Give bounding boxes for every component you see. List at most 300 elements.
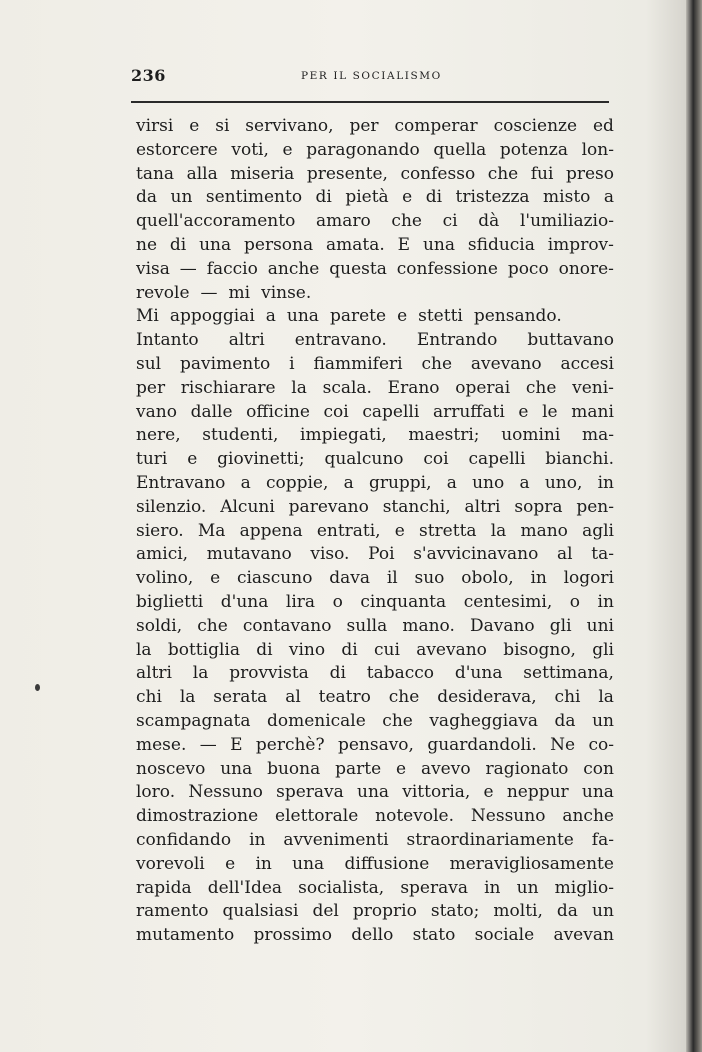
word: perchè?: [255, 734, 325, 755]
word: Ma: [197, 520, 226, 541]
text-line: [136, 710, 614, 734]
word: Erano: [387, 377, 440, 398]
word: rapida: [136, 877, 192, 898]
word: entravano.: [294, 330, 387, 351]
header-rule: [131, 101, 609, 103]
word: arruffati: [432, 401, 505, 422]
word: sperava: [276, 782, 344, 803]
word: vinse.: [261, 282, 312, 303]
word: misto: [543, 187, 591, 208]
word: dello: [351, 925, 394, 946]
text-line: [136, 472, 614, 496]
word: a: [343, 472, 354, 493]
word: con: [583, 758, 614, 779]
word: da: [554, 710, 576, 731]
word: siero.: [136, 520, 184, 541]
word: parevano: [288, 496, 369, 517]
word: dà: [478, 211, 500, 232]
word: altri: [228, 330, 265, 351]
word: sopra: [514, 496, 563, 517]
word: pietà: [345, 187, 389, 208]
text-line: [136, 377, 614, 401]
word: ciascuno: [236, 568, 313, 589]
word: coi: [423, 449, 449, 470]
word: obolo,: [461, 568, 514, 589]
word: mutamento: [136, 925, 235, 946]
word: impiegati,: [300, 425, 387, 446]
word: ne: [136, 234, 158, 255]
word: stato;: [430, 901, 480, 922]
word: silenzio.: [136, 496, 207, 517]
word: al: [285, 687, 301, 708]
word: suo: [414, 568, 445, 589]
word: stanchi,: [382, 496, 451, 517]
word: quell'accoramento: [136, 211, 296, 232]
word: qualcuno: [324, 449, 404, 470]
word: o: [332, 591, 343, 612]
word: la: [179, 687, 196, 708]
word: chi: [136, 687, 162, 708]
word: altri: [464, 496, 501, 517]
word: tristezza: [455, 187, 530, 208]
word: e: [518, 401, 529, 422]
word: coppie,: [265, 472, 329, 493]
word: qualsiasi: [222, 901, 299, 922]
word: stretta: [419, 520, 477, 541]
word: straordinariamente: [406, 829, 574, 850]
word: miseria: [230, 163, 295, 184]
word: mutavano: [206, 544, 292, 565]
word: coscienze: [493, 116, 578, 136]
word: mano: [520, 520, 568, 541]
word: una: [422, 234, 455, 255]
word: avevano: [470, 353, 542, 374]
word: dalle: [190, 401, 233, 422]
word: parete: [329, 306, 387, 327]
word: neppur: [506, 782, 569, 803]
word: la: [490, 520, 507, 541]
word: domenicale: [266, 710, 366, 731]
word: del: [312, 901, 339, 922]
text-line: [136, 496, 614, 520]
word: stato: [412, 925, 456, 946]
word: teatro: [318, 687, 371, 708]
word: a: [519, 472, 530, 493]
word: —: [200, 282, 218, 303]
word: di: [329, 663, 346, 684]
word: in: [597, 591, 614, 612]
text-line: [136, 234, 614, 258]
word: in: [597, 472, 614, 493]
word: —: [199, 734, 217, 755]
word: e: [483, 782, 494, 803]
text-line: [136, 543, 614, 567]
word: desiderava,: [437, 687, 537, 708]
text-line: [136, 401, 614, 425]
word: appena: [239, 520, 303, 541]
word: loro.: [136, 782, 176, 803]
word: improv-: [547, 234, 614, 255]
word: chi: [554, 687, 581, 708]
word: una: [220, 758, 253, 779]
word: sulla: [346, 615, 388, 636]
word: dava: [329, 568, 371, 589]
word: vino: [288, 639, 326, 660]
word: Intanto: [136, 330, 199, 351]
word: quella: [433, 139, 487, 160]
word: agli: [582, 520, 614, 541]
text-line: [136, 900, 614, 924]
word: buona: [267, 758, 321, 779]
word: provvista: [229, 663, 309, 684]
word: giovinetti;: [217, 449, 305, 470]
word: la: [598, 687, 614, 708]
word: serata: [213, 687, 268, 708]
word: mano.: [402, 615, 455, 636]
word: ta-: [591, 544, 614, 565]
word: Nessuno: [470, 806, 546, 827]
word: turi: [136, 449, 168, 470]
word: di: [341, 639, 358, 660]
word: uni: [586, 615, 614, 636]
word: lira: [285, 591, 316, 612]
word: guardandoli.: [427, 734, 537, 755]
word: questa: [329, 258, 387, 279]
word: la: [136, 639, 152, 660]
word: uno: [472, 472, 505, 493]
text-line: [136, 424, 614, 448]
word: di: [315, 187, 332, 208]
word: noscevo: [136, 758, 206, 779]
word: pensavo,: [337, 734, 414, 755]
word: da: [556, 901, 578, 922]
word: Nessuno: [188, 782, 263, 803]
word: bisogno,: [503, 639, 576, 660]
word: maestri;: [408, 425, 480, 446]
word: servivano,: [245, 116, 334, 136]
word: e: [187, 449, 198, 470]
word: scampagnata: [136, 710, 251, 731]
word: contavano: [242, 615, 332, 636]
word: e: [397, 306, 408, 327]
word: sentimento: [205, 187, 303, 208]
word: altri: [136, 663, 172, 684]
word: gli: [592, 639, 614, 660]
text-line: [136, 139, 614, 163]
text-line: [136, 210, 614, 234]
word: l'umiliazio-: [519, 211, 614, 232]
word: stetti: [418, 306, 463, 327]
word: confessione: [396, 258, 498, 279]
word: avevan: [553, 925, 614, 946]
body-text: [136, 115, 614, 948]
word: a: [240, 472, 251, 493]
word: ci: [442, 211, 458, 232]
word: —: [179, 258, 197, 279]
word: studenti,: [202, 425, 279, 446]
word: e: [394, 520, 405, 541]
word: Davano: [469, 615, 535, 636]
word: appoggiai: [169, 306, 255, 327]
word: Ne: [550, 734, 576, 755]
text-line: [136, 186, 614, 210]
word: viso.: [310, 544, 350, 565]
text-line: [136, 258, 614, 282]
word: un: [516, 877, 539, 898]
word: lon-: [581, 139, 614, 160]
word: avvenimenti: [283, 829, 389, 850]
word: volino,: [136, 568, 194, 589]
word: faccio: [206, 258, 258, 279]
word: Entravano: [136, 472, 226, 493]
word: officine: [246, 401, 310, 422]
word: alla: [186, 163, 218, 184]
margin-mark: [35, 684, 40, 691]
word: veni-: [572, 377, 614, 398]
word: si: [215, 116, 230, 136]
word: in: [255, 853, 272, 874]
word: settimana,: [523, 663, 614, 684]
word: dell'Idea: [207, 877, 283, 898]
word: per: [349, 116, 379, 136]
word: co-: [588, 734, 614, 755]
text-line: [136, 829, 614, 853]
word: tabacco: [366, 663, 435, 684]
running-head: PER IL SOCIALISMO: [301, 70, 442, 82]
word: accesi: [560, 353, 614, 374]
word: entrati,: [316, 520, 381, 541]
word: bianchi.: [545, 449, 614, 470]
text-line: [136, 520, 614, 544]
word: visa: [136, 258, 170, 279]
word: virsi: [136, 116, 174, 136]
word: uomini: [501, 425, 561, 446]
word: bottiglia: [167, 639, 240, 660]
word: socialista,: [298, 877, 385, 898]
word: che: [382, 710, 413, 731]
text-line: [136, 305, 614, 329]
word: e: [225, 853, 236, 874]
word: buttavano: [527, 330, 614, 351]
word: ed: [592, 116, 614, 136]
word: vittoria,: [402, 782, 471, 803]
word: sfiducia: [467, 234, 535, 255]
word: al: [557, 544, 573, 565]
word: un: [592, 901, 614, 922]
text-line: [136, 329, 614, 353]
word: presente,: [306, 163, 388, 184]
word: centesimi,: [463, 591, 553, 612]
word: d'una: [454, 663, 503, 684]
word: onore-: [558, 258, 614, 279]
text-line: [136, 115, 614, 139]
word: estorcere: [136, 139, 218, 160]
word: parte: [335, 758, 382, 779]
word: potenza: [499, 139, 568, 160]
word: di: [169, 234, 187, 255]
word: tana: [136, 163, 175, 184]
word: gli: [549, 615, 572, 636]
text-line: [136, 591, 614, 615]
word: una: [581, 782, 614, 803]
word: a: [265, 306, 276, 327]
word: la: [192, 663, 209, 684]
word: amata.: [326, 234, 385, 255]
text-line: [136, 758, 614, 782]
word: soldi,: [136, 615, 183, 636]
word: proprio: [352, 901, 417, 922]
text-line: [136, 662, 614, 686]
word: amici,: [136, 544, 189, 565]
text-line: [136, 448, 614, 472]
word: in: [530, 568, 547, 589]
word: sperava: [400, 877, 468, 898]
word: il: [386, 568, 398, 589]
word: mese.: [136, 734, 187, 755]
word: operai: [455, 377, 511, 398]
word: molti,: [493, 901, 543, 922]
text-line: [136, 282, 614, 306]
word: fui: [530, 163, 554, 184]
word: da: [136, 187, 158, 208]
word: comperar: [394, 116, 478, 136]
word: Poi: [368, 544, 395, 565]
word: amaro: [315, 211, 371, 232]
word: cui: [373, 639, 400, 660]
word: E: [397, 234, 411, 255]
word: i: [289, 353, 295, 374]
word: coi: [323, 401, 349, 422]
word: le: [542, 401, 558, 422]
word: per: [136, 377, 166, 398]
word: logori: [563, 568, 614, 589]
word: confesso: [400, 163, 476, 184]
book-spine-shadow: [686, 0, 702, 1052]
text-line: [136, 734, 614, 758]
word: biglietti: [136, 591, 204, 612]
word: anche: [562, 806, 614, 827]
text-line: [136, 853, 614, 877]
word: paragonando: [306, 139, 420, 160]
word: meravigliosamente: [449, 853, 614, 874]
word: avevano: [416, 639, 487, 660]
word: ramento: [136, 901, 209, 922]
word: a: [603, 187, 614, 208]
word: pen-: [576, 496, 614, 517]
word: e: [282, 139, 293, 160]
word: gruppi,: [368, 472, 432, 493]
word: la: [291, 377, 307, 398]
word: scala.: [322, 377, 372, 398]
word: o: [569, 591, 581, 612]
word: elettorale: [275, 806, 359, 827]
text-line: [136, 877, 614, 901]
word: vagheggiava: [429, 710, 539, 731]
word: poco: [507, 258, 549, 279]
word: avevo: [420, 758, 471, 779]
word: Mi: [136, 306, 159, 327]
text-line: [136, 353, 614, 377]
word: s'avvicinavano: [413, 544, 539, 565]
word: pensando.: [473, 306, 562, 327]
word: Entrando: [416, 330, 498, 351]
word: sociale: [474, 925, 535, 946]
text-line: [136, 686, 614, 710]
word: e: [396, 758, 407, 779]
word: notevole.: [375, 806, 454, 827]
word: che: [487, 163, 519, 184]
page-header: [131, 66, 609, 90]
word: cinquanta: [360, 591, 447, 612]
word: uno,: [544, 472, 583, 493]
word: che: [421, 353, 452, 374]
word: fa-: [591, 829, 614, 850]
text-line: [136, 567, 614, 591]
text-line: [136, 163, 614, 187]
word: voti,: [231, 139, 269, 160]
word: mi: [228, 282, 251, 303]
word: revole: [136, 282, 190, 303]
word: una: [292, 853, 325, 874]
page-number: 236: [131, 66, 166, 85]
word: fiammiferi: [313, 353, 403, 374]
word: E: [230, 734, 243, 755]
word: che: [197, 615, 228, 636]
word: in: [249, 829, 266, 850]
word: di: [425, 187, 443, 208]
word: confidando: [136, 829, 232, 850]
word: pavimento: [180, 353, 271, 374]
word: vorevoli: [136, 853, 205, 874]
word: d'una: [220, 591, 269, 612]
word: e: [402, 187, 413, 208]
word: nere,: [136, 425, 181, 446]
word: Alcuni: [220, 496, 275, 517]
text-line: [136, 924, 614, 948]
word: rischiarare: [180, 377, 276, 398]
text-line: [136, 781, 614, 805]
word: una: [199, 234, 232, 255]
word: miglio-: [554, 877, 614, 898]
word: diffusione: [344, 853, 430, 874]
word: un: [592, 710, 614, 731]
word: sul: [136, 353, 162, 374]
word: dimostrazione: [136, 806, 259, 827]
word: ma-: [582, 425, 614, 446]
word: e: [210, 568, 221, 589]
word: in: [484, 877, 501, 898]
word: capelli: [468, 449, 526, 470]
text-line: [136, 615, 614, 639]
word: ragionato: [485, 758, 569, 779]
word: che: [391, 211, 422, 232]
word: vano: [136, 401, 177, 422]
word: che: [525, 377, 557, 398]
word: un: [170, 187, 193, 208]
word: capelli: [362, 401, 420, 422]
word: preso: [565, 163, 614, 184]
word: e: [189, 116, 200, 136]
word: di: [256, 639, 273, 660]
word: mani: [571, 401, 614, 422]
word: persona: [244, 234, 314, 255]
text-line: [136, 805, 614, 829]
word: a: [446, 472, 457, 493]
text-line: [136, 639, 614, 663]
word: una: [357, 782, 390, 803]
word: prossimo: [253, 925, 332, 946]
word: una: [286, 306, 319, 327]
